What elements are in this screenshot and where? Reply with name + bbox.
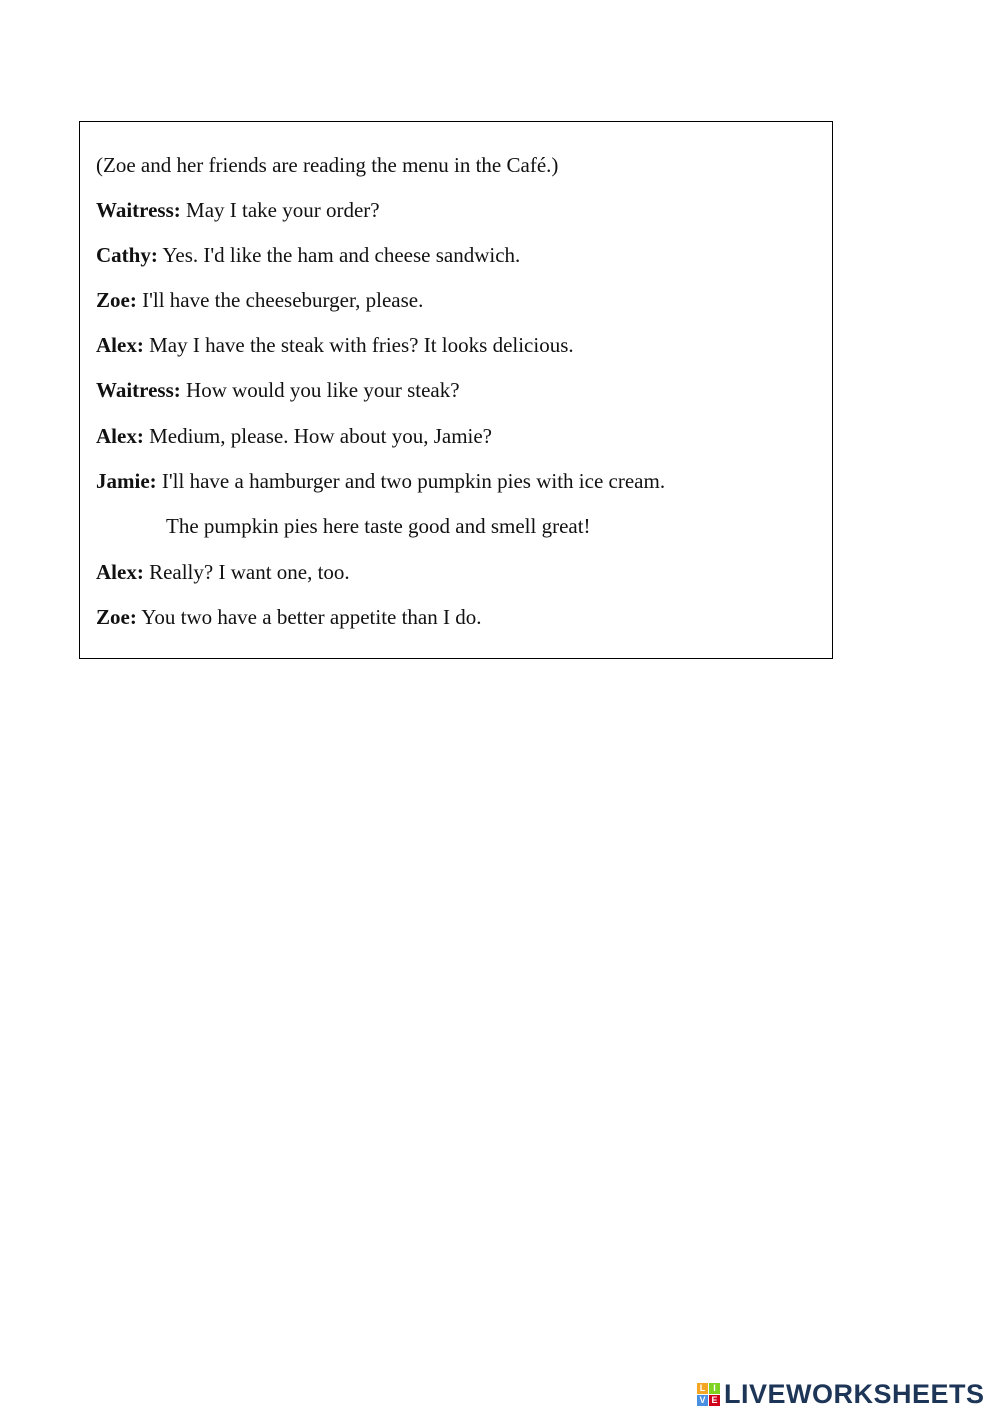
speaker-name: Zoe: [96, 288, 137, 312]
scene-intro: (Zoe and her friends are reading the menu in the Café.) [96, 153, 559, 177]
speaker-name: Waitress: [96, 378, 181, 402]
logo-text: LIVEWORKSHEETS [724, 1379, 985, 1409]
speaker-name: Cathy: [96, 243, 158, 267]
speaker-name: Alex: [96, 333, 144, 357]
dialogue-line-continuation [166, 513, 591, 539]
dialogue-line [96, 604, 482, 630]
dialogue-line [96, 332, 574, 358]
dialogue-line [96, 559, 350, 585]
logo-mark-icon [697, 1383, 720, 1406]
dialogue-line [96, 423, 492, 449]
line-text: Medium, please. How about you, Jamie? [143, 424, 492, 448]
speaker-name: Jamie: [96, 469, 157, 493]
logo-letter: V [697, 1395, 708, 1406]
line-text: Yes. I'd like the ham and cheese sandwich. [157, 243, 521, 267]
dialogue-line [96, 468, 665, 494]
line-text: You two have a better appetite than I do. [136, 605, 482, 629]
dialogue-line [96, 377, 460, 403]
line-text: Really? I want one, too. [143, 560, 350, 584]
logo-letter: I [709, 1383, 720, 1394]
speaker-name: Alex: [96, 424, 144, 448]
speaker-name: Alex: [96, 560, 144, 584]
dialogue-box [79, 121, 833, 659]
line-text: The pumpkin pies here taste good and smell great! [166, 514, 591, 538]
dialogue-line [96, 242, 520, 268]
dialogue-line [96, 197, 380, 223]
line-text: May I have the steak with fries? It looks delicious. [143, 333, 574, 357]
line-text: How would you like your steak? [180, 378, 460, 402]
liveworksheets-logo [697, 1379, 985, 1409]
line-text: I'll have the cheeseburger, please. [136, 288, 424, 312]
line-text: May I take your order? [180, 198, 380, 222]
logo-letter: E [709, 1395, 720, 1406]
dialogue-line [96, 287, 423, 313]
logo-letter: L [697, 1383, 708, 1394]
line-text: I'll have a hamburger and two pumpkin pies with ice cream. [156, 469, 666, 493]
speaker-name: Zoe: [96, 605, 137, 629]
speaker-name: Waitress: [96, 198, 181, 222]
